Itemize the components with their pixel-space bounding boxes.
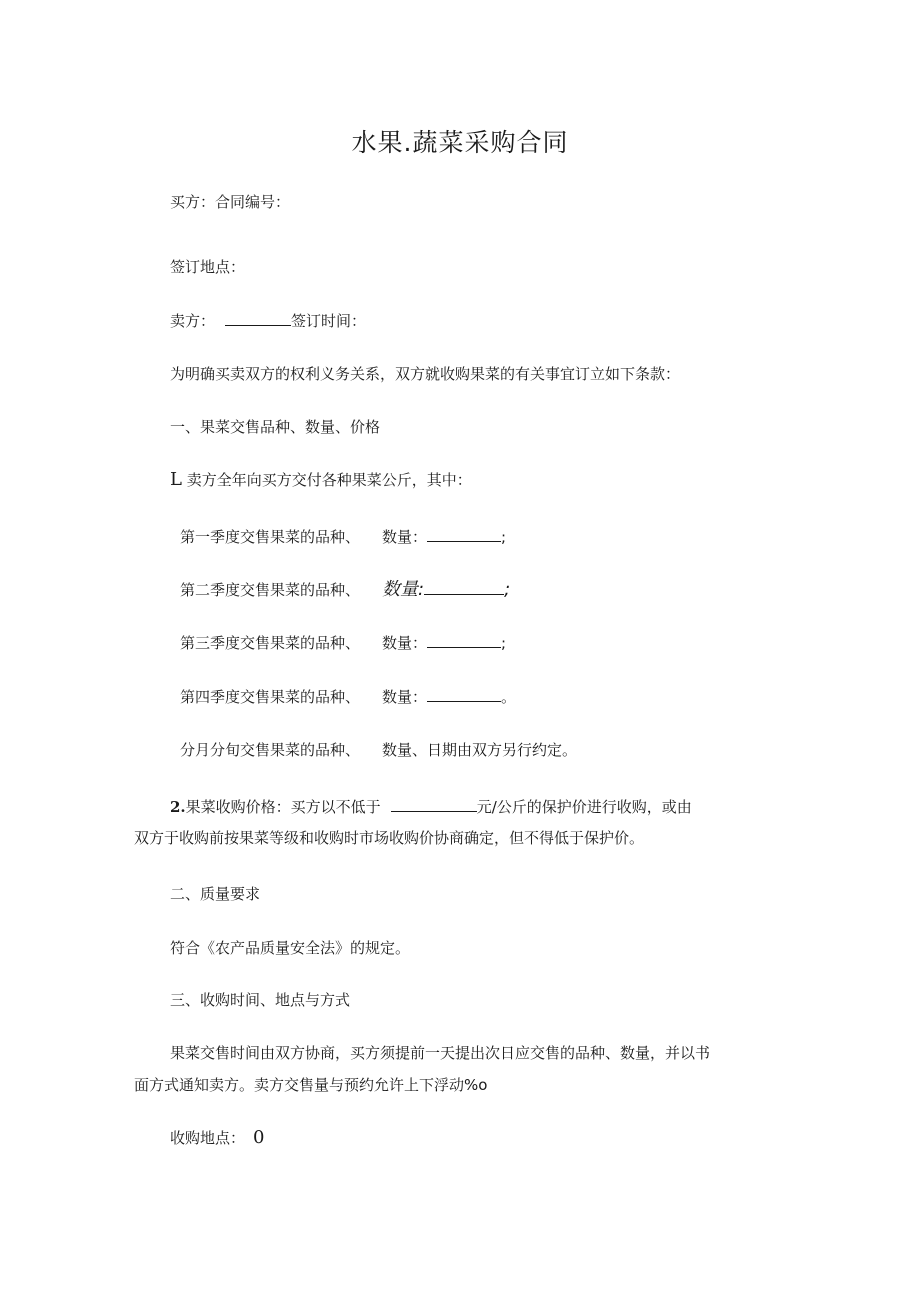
monthly-label: 分月分旬交售果菜的品种、 (180, 741, 361, 759)
item2-line1 (170, 797, 692, 817)
seller-blank (225, 311, 291, 326)
purchase-place-label: 收购地点： (170, 1129, 246, 1147)
section3-para-line1: 果菜交售时间由双方协商，买方须提前一天提出次日应交售的品种、数量，并以书 (170, 1044, 711, 1062)
monthly-line (180, 740, 577, 760)
item1-line (170, 470, 472, 490)
item1-marker: L (170, 469, 182, 490)
q4-qty-label: 数量： (382, 688, 428, 706)
q2-qty-label: 数量: (382, 579, 425, 600)
q1-end: ; (501, 528, 507, 546)
section3-heading: 三、收购时间、地点与方式 (170, 991, 351, 1009)
monthly-rest: 数量、日期由双方另行约定。 (382, 741, 578, 759)
item2-line2: 双方于收购前按果菜等级和收购时市场收购价协商确定，但不得低于保护价。 (134, 829, 645, 847)
intro-text: 为明确买卖双方的权利义务关系，双方就收购果菜的有关事宜订立如下条款： (170, 365, 681, 383)
seller-line (170, 311, 366, 331)
purchase-place-value: 0 (253, 1127, 265, 1148)
q1-line (180, 527, 506, 547)
purchase-place-line (170, 1128, 264, 1148)
item2-lead: 果菜收购价格：买方以不低于 (185, 798, 381, 816)
section2-heading: 二、质量要求 (170, 885, 261, 903)
item2-number: 2. (170, 798, 186, 816)
section2-text: 符合《农产品质量安全法》的规定。 (170, 939, 411, 957)
q4-blank (427, 687, 501, 702)
q1-label: 第一季度交售果菜的品种、 (180, 528, 361, 546)
q1-qty-label: 数量： (382, 528, 428, 546)
q4-end: 。 (501, 688, 517, 706)
item1-text: 卖方全年向买方交付各种果菜公斤，其中： (186, 471, 472, 489)
q3-label: 第三季度交售果菜的品种、 (180, 634, 361, 652)
page-title: 水果.蔬菜采购合同 (351, 128, 569, 157)
seller-label: 卖方： (170, 312, 216, 330)
q2-label: 第二季度交售果菜的品种、 (180, 581, 361, 599)
q3-blank (427, 633, 501, 648)
q3-end: ; (501, 634, 507, 652)
sign-place-line: 签订地点： (170, 258, 246, 276)
sign-time-label: 签订时间： (291, 312, 367, 330)
price-blank (391, 797, 477, 812)
q4-line (180, 687, 516, 707)
section3-para-line2: 面方式通知卖方。卖方交售量与预约允许上下浮动%o (134, 1076, 488, 1094)
buyer-contract-no-line: 买方：合同编号： (170, 193, 291, 211)
q2-blank (424, 580, 504, 595)
q1-blank (427, 527, 501, 542)
section1-heading: 一、果菜交售品种、数量、价格 (170, 418, 381, 436)
q2-line (180, 580, 510, 600)
q3-line (180, 633, 506, 653)
q3-qty-label: 数量： (382, 634, 428, 652)
q4-label: 第四季度交售果菜的品种、 (180, 688, 361, 706)
item2-unit: 元/公斤的保护价进行收购，或由 (476, 798, 692, 816)
q2-end: ; (504, 579, 511, 600)
